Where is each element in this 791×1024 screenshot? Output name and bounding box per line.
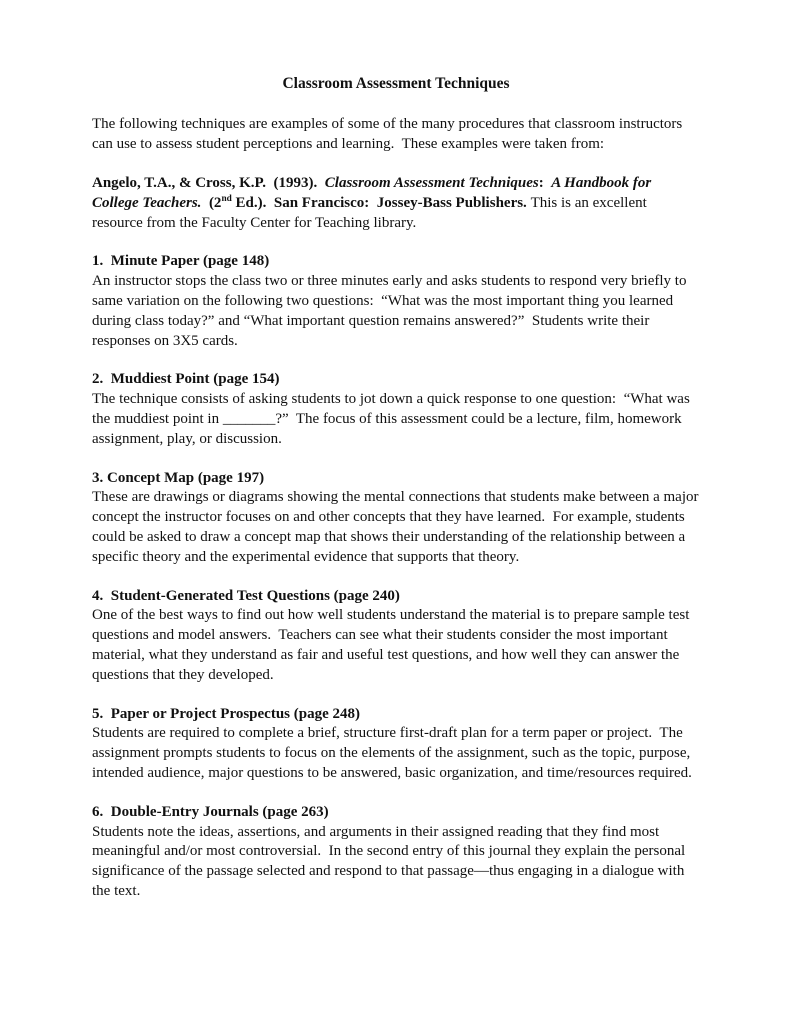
section-heading: 6. Double-Entry Journals (page 263) (92, 803, 329, 820)
section-heading: 2. Muddiest Point (page 154) (92, 371, 280, 388)
section-body: Students are required to complete a brief, structure first-draft plan for a term paper or project. The assignment prompts students to focus on the elements of the assignment, such as the topic, purpose, intended audience, major questions to be answered, basic organization, and time/resources required. (92, 725, 694, 781)
section-body: An instructor stops the class two or three minutes early and asks students to respond very briefly to same variation on the following two questions: “What was the most important thing you learned during class today?” and “What important question remains answered?” Students write their responses on 3X5 cards. (92, 273, 691, 349)
section-4 (92, 587, 700, 686)
section-heading: 5. Paper or Project Prospectus (page 248) (92, 705, 361, 722)
citation-paragraph (92, 174, 700, 233)
section-heading: 3. Concept Map (page 197) (92, 469, 265, 486)
section-2 (92, 370, 700, 449)
section-body: Students note the ideas, assertions, and arguments in their assigned reading that they find most meaningful and/or most controversial. In the second entry of this journal they explain the personal significance of the passage selected and respond to that passage—thus engaging in a dialogue with the text. (92, 823, 689, 899)
section-heading: 4. Student-Generated Test Questions (page 240) (92, 587, 400, 604)
citation-title-italic: Classroom Assessment Techniques (324, 175, 539, 192)
citation-subtitle-italic: A Handbook for College Teachers. (92, 175, 656, 211)
section-body: The technique consists of asking students to jot down a quick response to one question: “What was the muddiest point in _______?” The focus of this assessment could be a lecture, film, homework assignment, play, or discussion. (92, 391, 694, 447)
citation-edition-sup: nd (221, 193, 232, 204)
citation-note: This is an excellent resource from the Faculty Center for Teaching library. (92, 194, 651, 231)
citation-edition-rest: Ed.). San Francisco: Jossey-Bass Publishers. (231, 194, 531, 211)
section-3 (92, 469, 703, 568)
document-title: Classroom Assessment Techniques (282, 75, 510, 92)
section-body: These are drawings or diagrams showing the mental connections that students make between a major concept the instructor focuses on and other concepts that they have learned. For example, students could be asked to draw a concept map that shows their understanding of the relationship between a specific theory and the experimental evidence that supports that theory. (92, 489, 703, 565)
citation-edition: (2 (201, 194, 222, 211)
section-5 (92, 705, 700, 784)
section-1 (92, 252, 700, 351)
section-6 (92, 803, 700, 902)
section-heading: 1. Minute Paper (page 148) (92, 253, 270, 270)
citation-colon: : (538, 175, 552, 192)
citation-authors: Angelo, T.A., & Cross, K.P. (1993). (92, 175, 325, 192)
intro-paragraph: The following techniques are examples of some of the many procedures that classroom instructors can use to assess student perceptions and learning. These examples were taken from: (92, 116, 686, 153)
section-body: One of the best ways to find out how well students understand the material is to prepare sample test questions and model answers. Teachers can see what their students consider the most important material, what they understand as fair and useful test questions, and how well they can answer the questions that they developed. (92, 607, 694, 683)
